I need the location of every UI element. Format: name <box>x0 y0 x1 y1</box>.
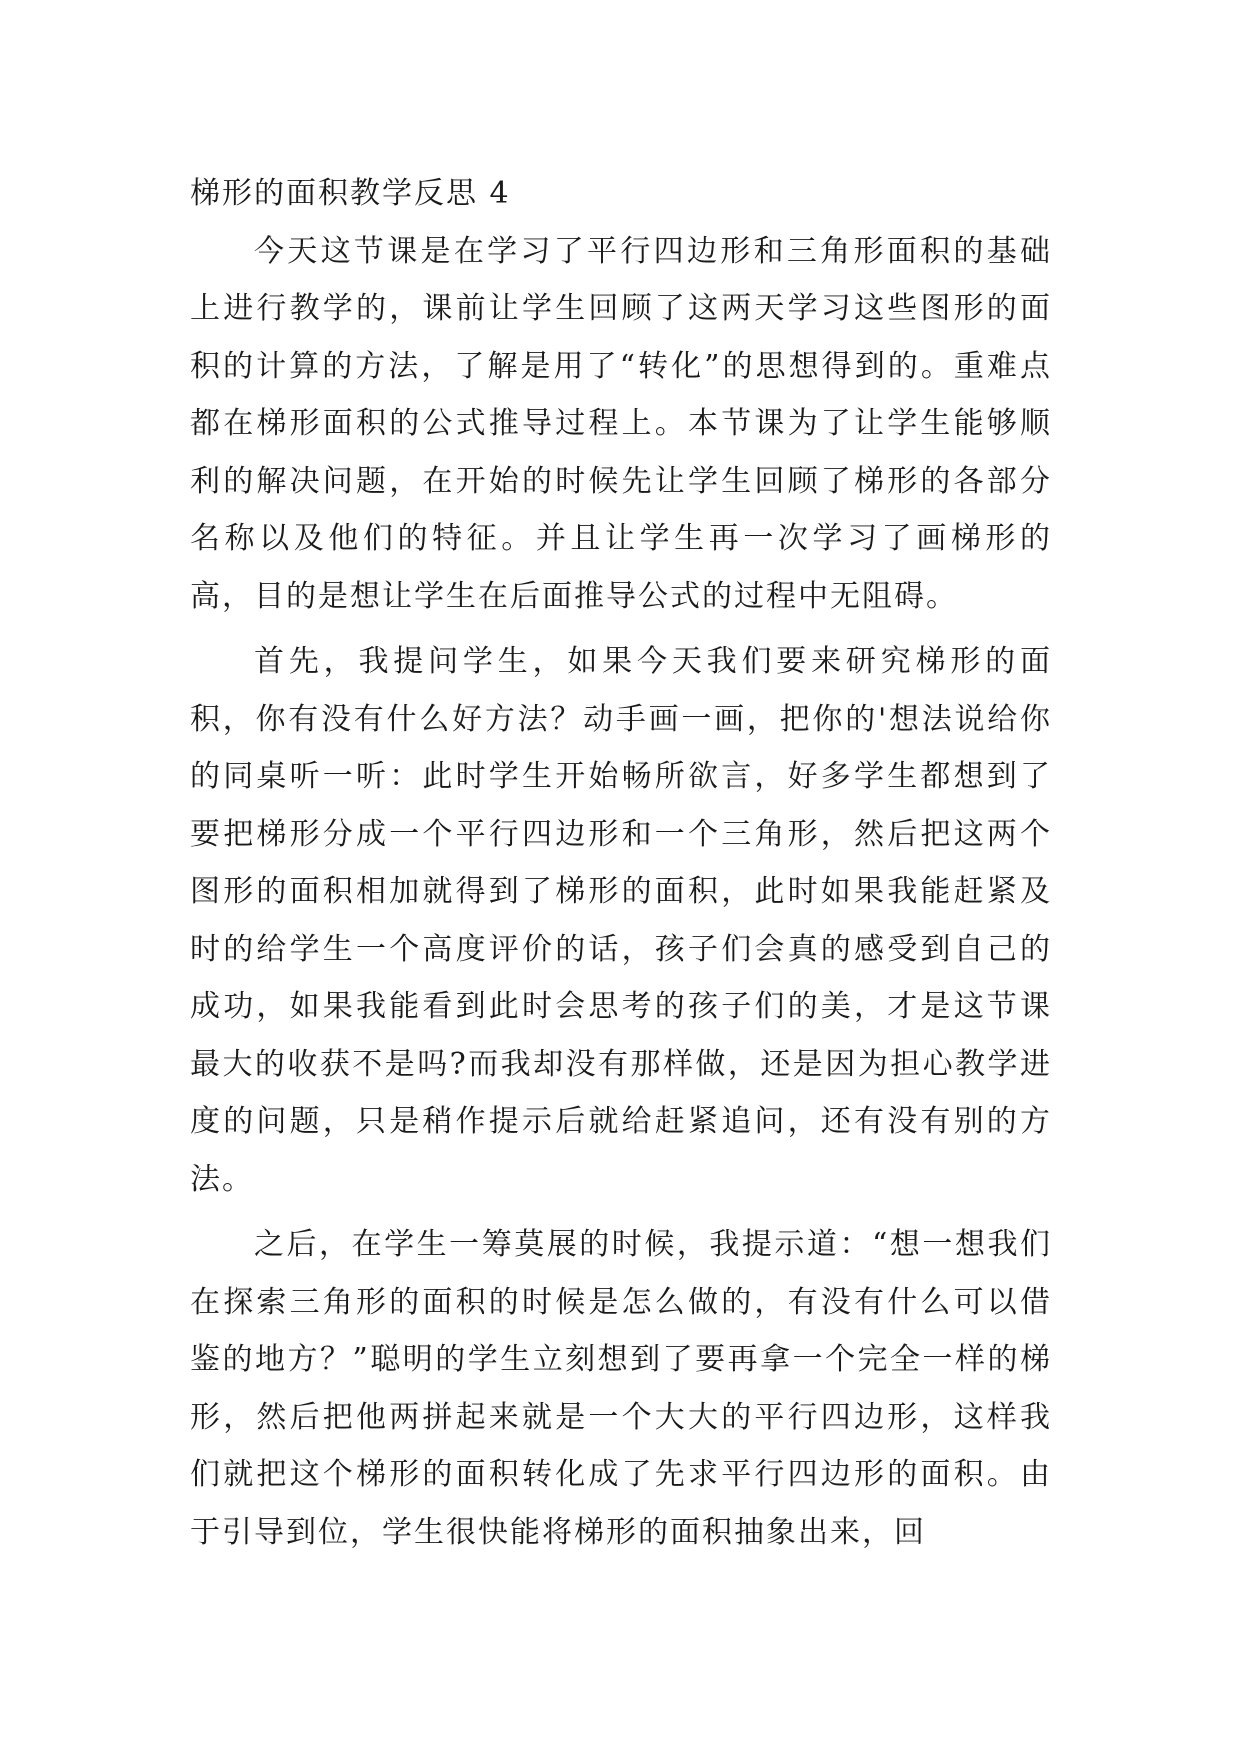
paragraph-1: 今天这节课是在学习了平行四边形和三角形面积的基础上进行教学的，课前让学生回顾了这两天学习这些图形的面积的计算的方法，了解是用了“转化”的思想得到的。重难点都在梯形面积的公式推导过程上。本节课为了让学生能够顺利的解决问题，在开始的时候先让学生回顾了梯形的各部分名称以及他们的特征。并且让学生再一次学习了画梯形的高，目的是想让学生在后面推导公式的过程中无阻碍。 <box>190 233 1052 614</box>
paragraph-2: 首先，我提问学生，如果今天我们要来研究梯形的面积，你有没有什么好方法？动手画一画，把你的'想法说给你的同桌听一听：此时学生开始畅所欲言，好多学生都想到了要把梯形分成一个平行四边形和一个三角形，然后把这两个图形的面积相加就得到了梯形的面积，此时如果我能赶紧及时的给学生一个高度评价的话，孩子们会真的感受到自己的成功，如果我能看到此时会思考的孩子们的美，才是这节课最大的收获不是吗?而我却没有那样做，还是因为担心教学进度的问题，只是稍作提示后就给赶紧追问，还有没有别的方法。 <box>190 644 1052 1197</box>
paragraph-3: 之后，在学生一筹莫展的时候，我提示道：“想一想我们在探索三角形的面积的时候是怎么做的，有没有什么可以借鉴的地方？”聪明的学生立刻想到了要再拿一个完全一样的梯形，然后把他两拼起来就是一个大大的平行四边形，这样我们就把这个梯形的面积转化成了先求平行四边形的面积。由于引导到位，学生很快能将梯形的面积抽象出来，回 <box>190 1227 1052 1550</box>
document-title: 梯形的面积教学反思 4 <box>190 176 511 211</box>
document-body <box>190 165 1052 1569</box>
